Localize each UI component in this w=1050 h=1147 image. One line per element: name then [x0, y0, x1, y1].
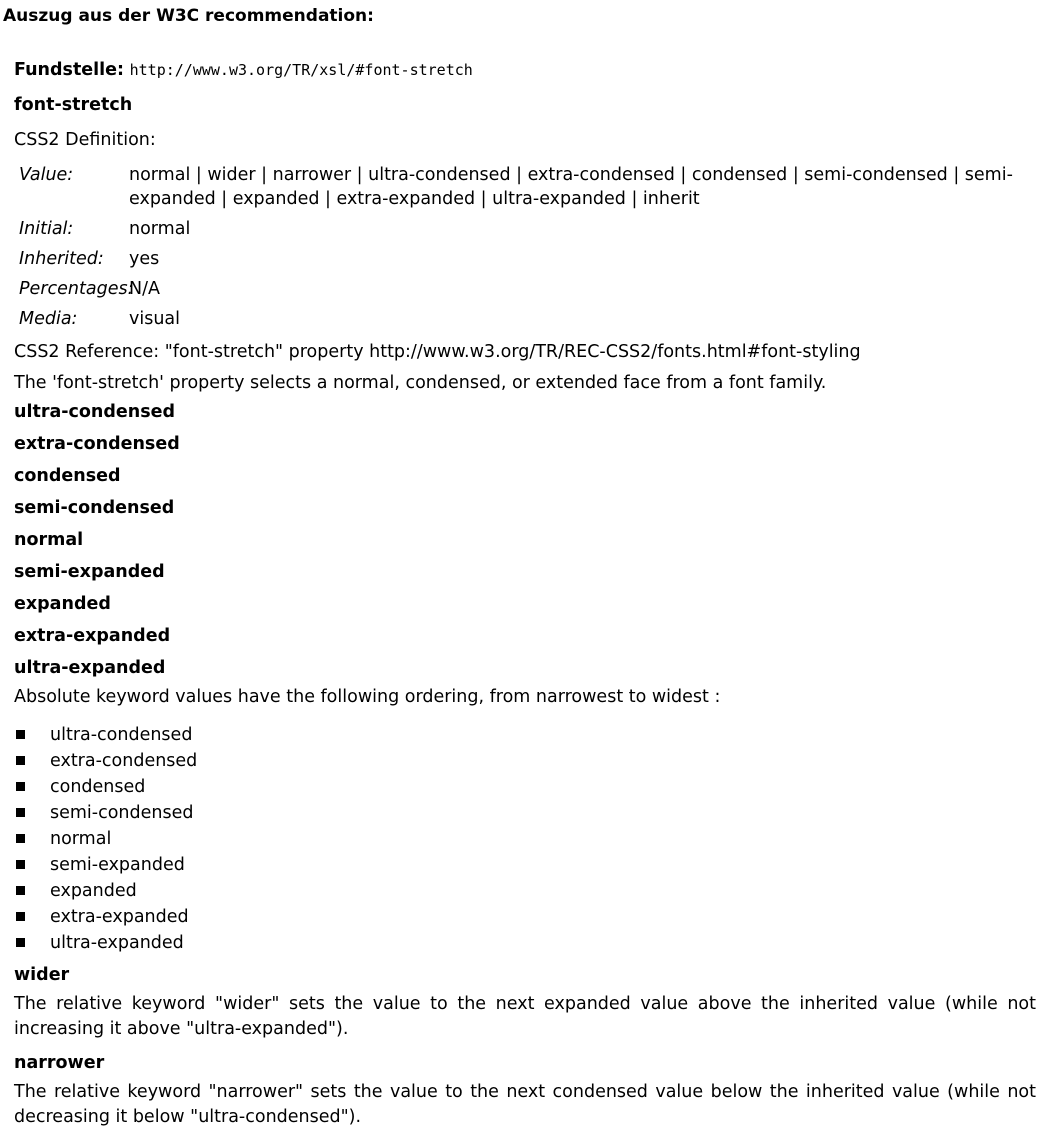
definition-value: normal: [129, 219, 191, 239]
keyword-term: semi-expanded: [14, 562, 165, 582]
keyword-term: extra-expanded: [14, 626, 171, 646]
definition-value: visual: [129, 309, 181, 329]
definition-row-inherited: [19, 247, 1029, 271]
square-bullet-icon: [16, 886, 25, 895]
list-item-text: extra-condensed: [50, 751, 198, 771]
css2-reference: CSS2 Reference: "font-stretch" property http://www.w3.org/TR/REC-CSS2/fonts.html#font-styling: [14, 342, 861, 362]
definition-value: N/A: [129, 279, 160, 299]
list-item-text: condensed: [50, 777, 146, 797]
source-line: [14, 59, 473, 81]
source-label: Fundstelle:: [14, 60, 125, 80]
square-bullet-icon: [16, 860, 25, 869]
list-item-text: ultra-expanded: [50, 933, 184, 953]
definition-value: yes: [129, 249, 160, 269]
definition-row-value: [19, 163, 1029, 211]
list-item-text: expanded: [50, 881, 137, 901]
wider-description: The relative keyword "wider" sets the value to the next expanded value above the inherited value (while not increasing it above "ultra-expanded").: [14, 994, 1036, 1039]
wider-term: wider: [14, 965, 70, 985]
square-bullet-icon: [16, 938, 25, 947]
keyword-term: extra-condensed: [14, 434, 180, 454]
definition-value: [129, 163, 1013, 211]
keyword-term: normal: [14, 530, 84, 550]
square-bullet-icon: [16, 756, 25, 765]
definition-label: Initial:: [19, 219, 74, 239]
keyword-term: condensed: [14, 466, 121, 486]
definition-label: Percentages:: [19, 279, 134, 299]
square-bullet-icon: [16, 730, 25, 739]
document-header: Auszug aus der W3C recommendation:: [3, 6, 374, 26]
list-item-text: extra-expanded: [50, 907, 189, 927]
value-line: expanded | expanded | extra-expanded | ultra-expanded | inherit: [129, 189, 700, 209]
narrower-term: narrower: [14, 1053, 105, 1073]
list-item-text: ultra-condensed: [50, 725, 193, 745]
definition-label: Media:: [19, 309, 78, 329]
definition-label: Value:: [19, 165, 74, 185]
intro-text: The 'font-stretch' property selects a normal, condensed, or extended face from a font family.: [14, 373, 827, 393]
css2-definition-label: CSS2 Definition:: [14, 130, 156, 150]
square-bullet-icon: [16, 912, 25, 921]
list-item-text: semi-expanded: [50, 855, 185, 875]
source-url: http://www.w3.org/TR/xsl/#font-stretch: [129, 61, 473, 79]
square-bullet-icon: [16, 834, 25, 843]
ordering-text: Absolute keyword values have the following ordering, from narrowest to widest :: [14, 687, 721, 707]
keyword-term: semi-condensed: [14, 498, 175, 518]
narrower-description: The relative keyword "narrower" sets the value to the next condensed value below the inherited value (while not decreasing it below "ultra-condensed").: [14, 1082, 1036, 1127]
square-bullet-icon: [16, 782, 25, 791]
keyword-term: ultra-expanded: [14, 658, 166, 678]
list-item-text: normal: [50, 829, 112, 849]
value-line: normal | wider | narrower | ultra-condensed | extra-condensed | condensed | semi-condensed | semi-: [129, 165, 1013, 185]
list-item-text: semi-condensed: [50, 803, 194, 823]
keyword-term: expanded: [14, 594, 111, 614]
definition-row-percentages: [19, 277, 1029, 301]
definition-row-media: [19, 307, 1029, 331]
definition-label: Inherited:: [19, 249, 104, 269]
property-title: font-stretch: [14, 95, 133, 115]
square-bullet-icon: [16, 808, 25, 817]
definition-row-initial: [19, 217, 1029, 241]
keyword-term: ultra-condensed: [14, 402, 176, 422]
